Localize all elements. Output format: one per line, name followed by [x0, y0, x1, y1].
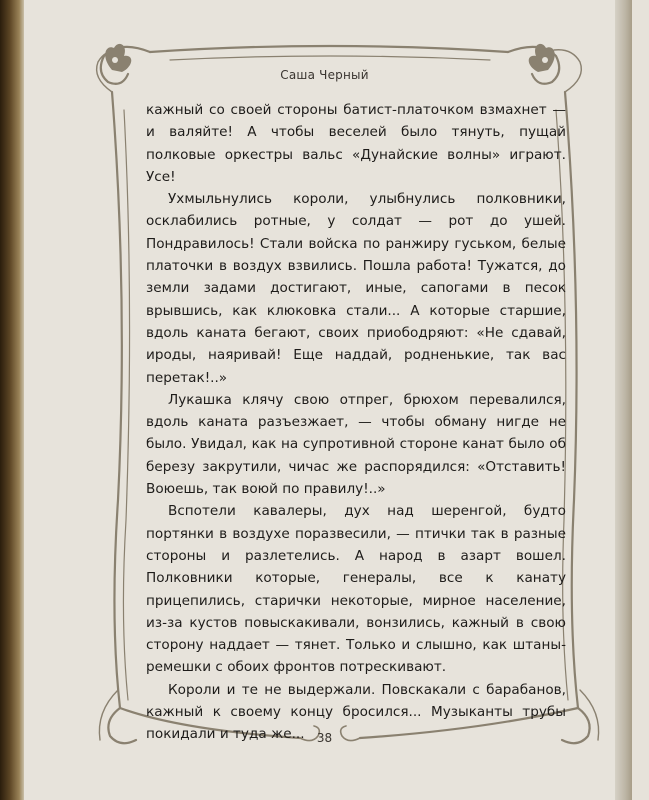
running-head-author: Саша Черный	[280, 68, 369, 82]
paragraph-5: Короли и те не выдержали. Повскакали с барабанов, кажный к своему концу бросился... Музыканты трубы покидали и туда же...	[146, 681, 566, 743]
frame-right-line	[565, 92, 578, 708]
body-text	[146, 99, 566, 746]
paragraph-4: Вспотели кавалеры, дух над шеренгой, будто портянки в воздухе поразвесили, — птички так в разные стороны и разлетелись. А народ в азарт вошел. Полковники которые, генералы, все к канату прицепились, старички некоторые, мирное население, из-за кустов повыскакивали, вонзились, кажный в свою сторону наддает — тянет. Только и слышно, как штаны-ремешки с обоих фронтов потрескивают.	[146, 503, 566, 676]
paragraph-2: Ухмыльнулись короли, улыбнулись полковники, осклабились ротные, у солдат — рот до ушей. Пондравилось! Стали войска по ранжиру гуськом, белые платочки в воздух взвились. Пошла работа! Тужатся, до земли задами достигают, иные, сапогами в песок врывшись, как клюковка стали... А которые старшие, вдоль каната бегают, своих приободряют: «Не сдавай, ироды, наяривай! Еще наддай, родненькие, так вас перетак!..»	[146, 191, 566, 386]
ornament-top-left-bud-eye	[112, 57, 118, 63]
frame-left-inner-line	[123, 110, 129, 700]
ornament-top-right-bud-eye	[542, 57, 548, 63]
page-number: 38	[316, 731, 333, 745]
frame-left-line	[112, 92, 122, 708]
frame-top-line	[150, 46, 508, 52]
paragraph-3: Лукашка клячу свою отпрег, брюхом перевалился, вдоль каната разъезжает, — чтобы обману нигде не было. Увидал, как на супротивной стороне канат было об березу закрутили, чичас же распорядился: «Отставить! Воюешь, так воюй по правилу!..»	[146, 391, 566, 498]
paragraph-1: кажный со своей стороны батист-платочком взмахнет — и валяйте! А чтобы веселей было тянуть, пущай полковые оркестры вальс «Дунайские волны» играют. Усе!	[146, 102, 566, 185]
frame-top-inner-line	[170, 56, 490, 60]
